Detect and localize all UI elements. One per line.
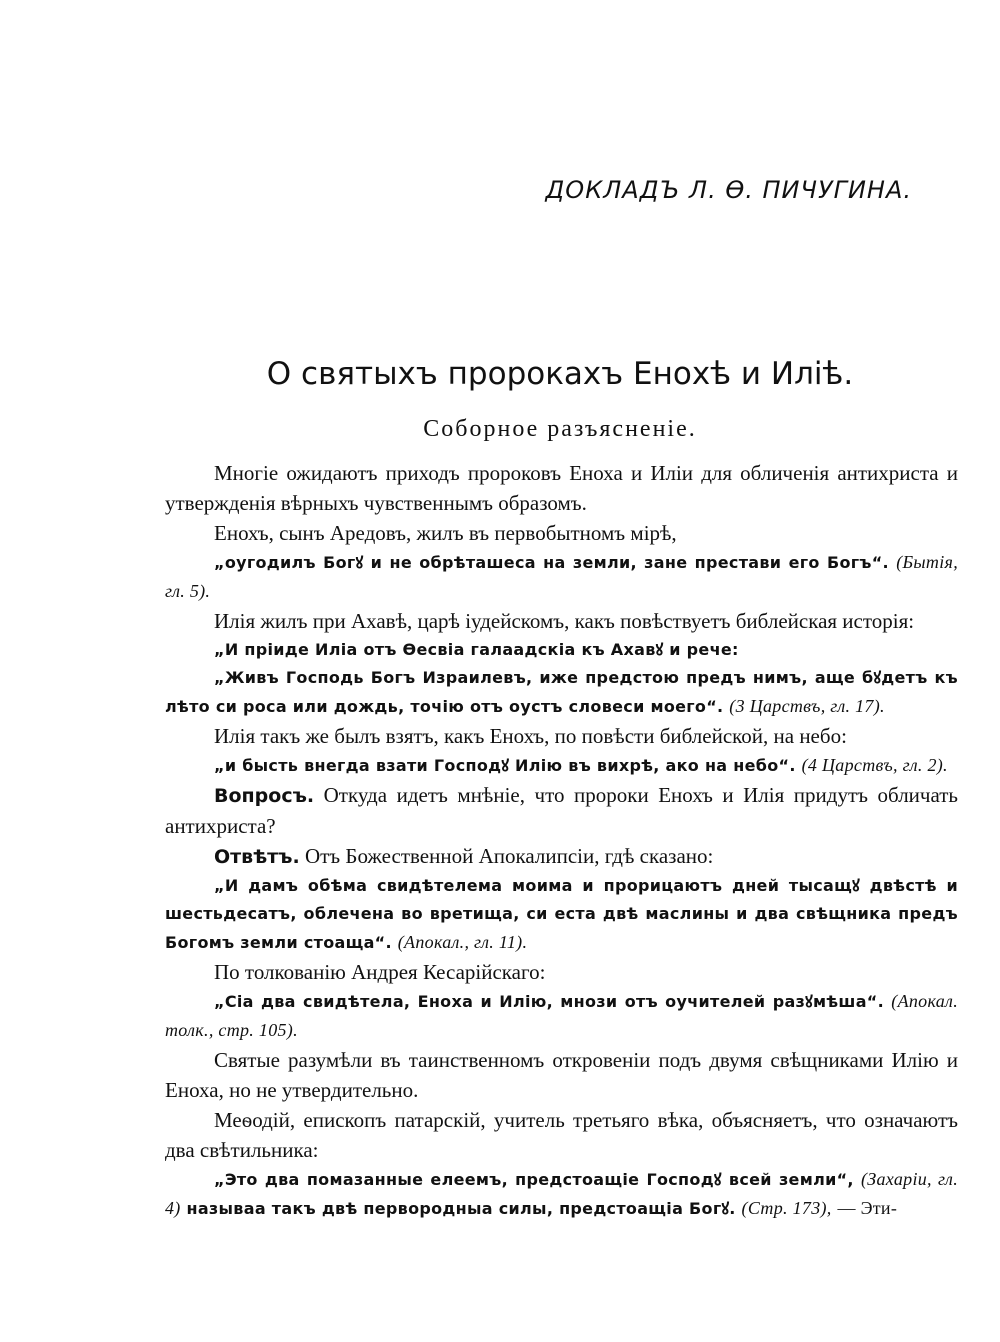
quote-text: „оугодилъ Богꙋ и не обрѣташеса на земли, зане престави его Богъ“. xyxy=(214,553,889,572)
article-title: О святыхъ пророкахъ Енохѣ и Илiѣ. xyxy=(266,356,854,392)
answer-label: Отвѣтъ. xyxy=(214,846,300,868)
church-slavonic-quote xyxy=(165,1165,958,1223)
church-slavonic-quote: „И прiиде Илiа отъ Ѳесвiа галаадскiа къ Ахавꙋ и рече: xyxy=(214,640,739,659)
quote-text: „Сiа два свидѣтела, Еноха и Илiю, мнози отъ оучителей разꙋмѣша“. xyxy=(214,992,884,1011)
quote-trailing-text: — Эти- xyxy=(837,1198,898,1218)
question-text: Откуда идетъ мнѣнiе, что пророки Енохъ и Илiя придутъ обличать антихриста? xyxy=(165,783,959,838)
report-heading: ДОКЛАДЪ Л. Ѳ. ПИЧУГИНА. xyxy=(545,176,912,204)
paragraph: По толкованiю Андрея Кесарiйскаго: xyxy=(214,960,546,984)
quote-reference: (Апокал. толк., стр. 105). xyxy=(165,991,958,1040)
article-body xyxy=(165,458,958,1223)
quote-text: „И дамъ обѣма свидѣтелема моима и прорицаютъ дней тысащꙋ двѣстѣ и шестьдесатъ, облечена во вретища, си еста двѣ маслины и два свѣщника предъ Богомъ земли стоаща“. xyxy=(165,876,958,952)
quote-reference: (4 Царствъ, гл. 2). xyxy=(801,755,948,775)
paragraph: Святые разумѣли въ таинственномъ откровенiи подъ двумя свѣщниками Илiю и Еноха, но не утвердительно. xyxy=(165,1048,958,1102)
article-subtitle: Соборное разъясненiе. xyxy=(423,416,697,442)
question-paragraph xyxy=(165,780,958,841)
quote-reference: (Апокал., гл. 11). xyxy=(397,932,528,952)
quote-reference: (Захарiи, гл. 4) xyxy=(165,1169,958,1218)
answer-text: Отъ Божественной Апокалипсiи, гдѣ сказано: xyxy=(304,844,714,868)
question-label: Вопросъ. xyxy=(214,785,315,807)
answer-paragraph xyxy=(165,841,958,872)
church-slavonic-quote xyxy=(165,548,958,606)
paragraph: Илiя такъ же былъ взятъ, какъ Енохъ, по повѣсти библейской, на небо: xyxy=(214,724,847,748)
quote-text: „и бысть внегда взати Господꙋ Илiю въ вихрѣ, ако на небо“. xyxy=(214,756,796,775)
quote-text: „Это два помазанные елеемъ, предстоащiе Господꙋ всей земли“, xyxy=(214,1170,854,1189)
paragraph: Меѳодiй, епископъ патарскiй, учитель третьяго вѣка, объясняетъ, что означаютъ два свѣтильника: xyxy=(165,1108,958,1162)
paragraph: Илiя жилъ при Ахавѣ, царѣ iудейскомъ, какъ повѣствуетъ библейская исторiя: xyxy=(214,609,915,633)
paragraph: Многiе ожидаютъ приходъ пророковъ Еноха и Илiи для обличенiя антихриста и утвержденiя вѣрныхъ чувственнымъ образомъ. xyxy=(165,461,958,515)
quote-reference: (3 Царствъ, гл. 17). xyxy=(729,696,885,716)
quote-continuation: называа такъ двѣ первородныа силы, предстоащiа Богꙋ. xyxy=(186,1199,736,1218)
church-slavonic-quote xyxy=(165,987,958,1045)
church-slavonic-quote xyxy=(165,872,958,957)
church-slavonic-quote xyxy=(165,664,958,721)
church-slavonic-quote xyxy=(165,751,958,780)
quote-reference: (Стр. 173), xyxy=(741,1198,832,1218)
quote-text: „Живъ Господь Богъ Израилевъ, иже предстою предъ нимъ, аще бꙋдетъ къ лѣто си роса или дождь, точiю отъ оустъ словеси моего“. xyxy=(165,668,958,716)
paragraph: Енохъ, сынъ Аредовъ, жилъ въ первобытномъ мiрѣ, xyxy=(214,521,677,545)
quote-reference: (Бытiя, гл. 5). xyxy=(165,552,958,601)
